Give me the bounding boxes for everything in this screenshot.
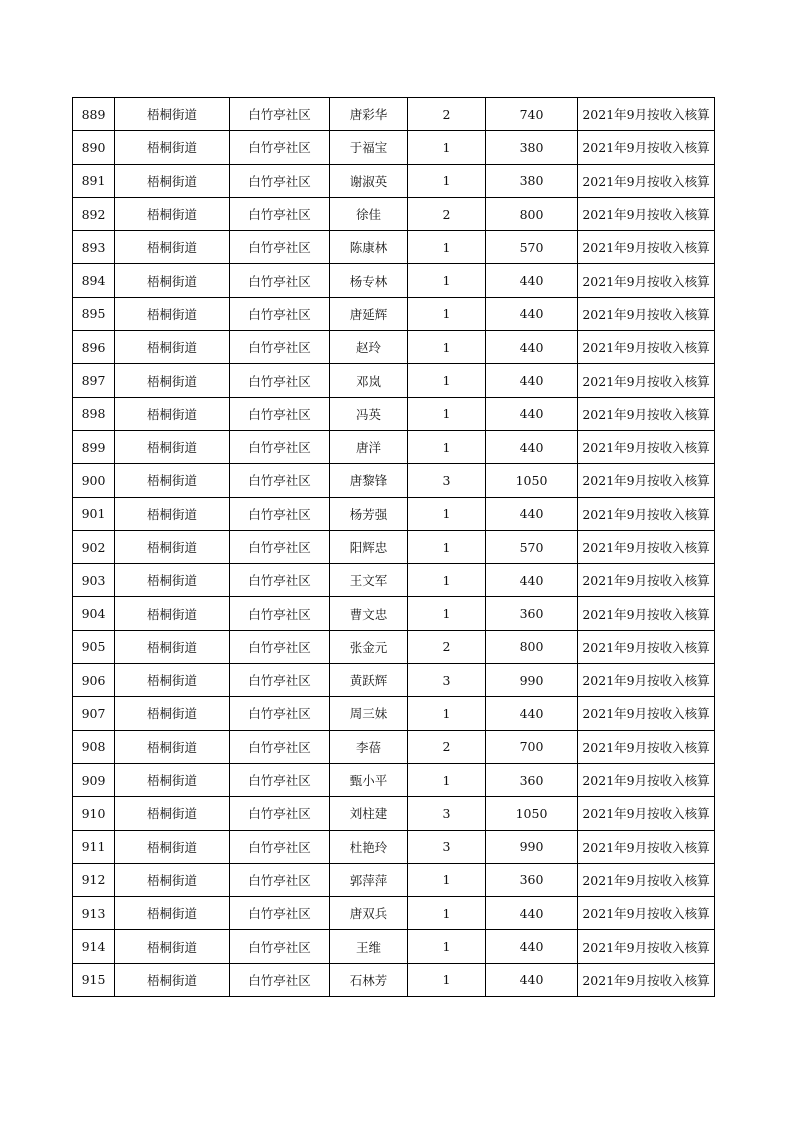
community-cell: 白竹亭社区 [230, 264, 330, 297]
table-row [73, 963, 715, 996]
row-number-cell: 903 [73, 564, 115, 597]
row-number-cell: 906 [73, 664, 115, 697]
household-size-cell: 1 [408, 597, 486, 630]
street-cell: 梧桐街道 [115, 297, 230, 330]
amount-cell: 440 [486, 364, 578, 397]
name-cell: 阳辉忠 [330, 530, 408, 563]
amount-cell: 700 [486, 730, 578, 763]
table-row [73, 830, 715, 863]
community-cell: 白竹亭社区 [230, 730, 330, 763]
note-cell: 2021年9月按收入核算 [578, 763, 715, 796]
community-cell: 白竹亭社区 [230, 131, 330, 164]
name-cell: 郭萍萍 [330, 863, 408, 896]
row-number-cell: 890 [73, 131, 115, 164]
street-cell: 梧桐街道 [115, 564, 230, 597]
amount-cell: 440 [486, 264, 578, 297]
street-cell: 梧桐街道 [115, 963, 230, 996]
note-cell: 2021年9月按收入核算 [578, 963, 715, 996]
note-cell: 2021年9月按收入核算 [578, 331, 715, 364]
community-cell: 白竹亭社区 [230, 364, 330, 397]
street-cell: 梧桐街道 [115, 264, 230, 297]
name-cell: 谢淑英 [330, 164, 408, 197]
table-row [73, 597, 715, 630]
row-number-cell: 904 [73, 597, 115, 630]
amount-cell: 800 [486, 630, 578, 663]
name-cell: 唐洋 [330, 430, 408, 463]
assistance-table [72, 97, 715, 997]
community-cell: 白竹亭社区 [230, 597, 330, 630]
street-cell: 梧桐街道 [115, 464, 230, 497]
amount-cell: 440 [486, 930, 578, 963]
community-cell: 白竹亭社区 [230, 897, 330, 930]
street-cell: 梧桐街道 [115, 630, 230, 663]
household-size-cell: 1 [408, 397, 486, 430]
name-cell: 杨芳强 [330, 497, 408, 530]
name-cell: 周三妹 [330, 697, 408, 730]
note-cell: 2021年9月按收入核算 [578, 264, 715, 297]
table-row [73, 131, 715, 164]
note-cell: 2021年9月按收入核算 [578, 98, 715, 131]
note-cell: 2021年9月按收入核算 [578, 397, 715, 430]
street-cell: 梧桐街道 [115, 98, 230, 131]
table-row [73, 231, 715, 264]
street-cell: 梧桐街道 [115, 863, 230, 896]
row-number-cell: 915 [73, 963, 115, 996]
community-cell: 白竹亭社区 [230, 297, 330, 330]
community-cell: 白竹亭社区 [230, 664, 330, 697]
row-number-cell: 898 [73, 397, 115, 430]
household-size-cell: 3 [408, 464, 486, 497]
amount-cell: 360 [486, 597, 578, 630]
amount-cell: 800 [486, 197, 578, 230]
household-size-cell: 1 [408, 497, 486, 530]
row-number-cell: 889 [73, 98, 115, 131]
amount-cell: 440 [486, 897, 578, 930]
table-row [73, 930, 715, 963]
note-cell: 2021年9月按收入核算 [578, 464, 715, 497]
street-cell: 梧桐街道 [115, 797, 230, 830]
household-size-cell: 3 [408, 830, 486, 863]
note-cell: 2021年9月按收入核算 [578, 664, 715, 697]
community-cell: 白竹亭社区 [230, 963, 330, 996]
table-row [73, 297, 715, 330]
street-cell: 梧桐街道 [115, 897, 230, 930]
note-cell: 2021年9月按收入核算 [578, 231, 715, 264]
amount-cell: 1050 [486, 464, 578, 497]
row-number-cell: 909 [73, 763, 115, 796]
household-size-cell: 2 [408, 630, 486, 663]
note-cell: 2021年9月按收入核算 [578, 730, 715, 763]
community-cell: 白竹亭社区 [230, 397, 330, 430]
street-cell: 梧桐街道 [115, 231, 230, 264]
amount-cell: 440 [486, 697, 578, 730]
table-row [73, 464, 715, 497]
community-cell: 白竹亭社区 [230, 497, 330, 530]
household-size-cell: 1 [408, 164, 486, 197]
row-number-cell: 893 [73, 231, 115, 264]
row-number-cell: 896 [73, 331, 115, 364]
row-number-cell: 894 [73, 264, 115, 297]
street-cell: 梧桐街道 [115, 664, 230, 697]
amount-cell: 380 [486, 164, 578, 197]
table-row [73, 331, 715, 364]
name-cell: 冯英 [330, 397, 408, 430]
amount-cell: 570 [486, 530, 578, 563]
table-row [73, 364, 715, 397]
note-cell: 2021年9月按收入核算 [578, 930, 715, 963]
community-cell: 白竹亭社区 [230, 797, 330, 830]
street-cell: 梧桐街道 [115, 397, 230, 430]
table-row [73, 897, 715, 930]
row-number-cell: 905 [73, 630, 115, 663]
row-number-cell: 899 [73, 430, 115, 463]
table-row [73, 397, 715, 430]
table-row [73, 630, 715, 663]
community-cell: 白竹亭社区 [230, 763, 330, 796]
row-number-cell: 910 [73, 797, 115, 830]
note-cell: 2021年9月按收入核算 [578, 797, 715, 830]
table-row [73, 497, 715, 530]
household-size-cell: 1 [408, 430, 486, 463]
amount-cell: 380 [486, 131, 578, 164]
note-cell: 2021年9月按收入核算 [578, 830, 715, 863]
household-size-cell: 1 [408, 297, 486, 330]
community-cell: 白竹亭社区 [230, 430, 330, 463]
row-number-cell: 908 [73, 730, 115, 763]
note-cell: 2021年9月按收入核算 [578, 430, 715, 463]
community-cell: 白竹亭社区 [230, 530, 330, 563]
name-cell: 石林芳 [330, 963, 408, 996]
household-size-cell: 1 [408, 264, 486, 297]
note-cell: 2021年9月按收入核算 [578, 564, 715, 597]
table-row [73, 530, 715, 563]
row-number-cell: 907 [73, 697, 115, 730]
amount-cell: 990 [486, 830, 578, 863]
name-cell: 杜艳玲 [330, 830, 408, 863]
amount-cell: 1050 [486, 797, 578, 830]
name-cell: 李蓓 [330, 730, 408, 763]
household-size-cell: 1 [408, 564, 486, 597]
row-number-cell: 912 [73, 863, 115, 896]
household-size-cell: 1 [408, 963, 486, 996]
amount-cell: 570 [486, 231, 578, 264]
note-cell: 2021年9月按收入核算 [578, 164, 715, 197]
table-row [73, 164, 715, 197]
name-cell: 刘柱建 [330, 797, 408, 830]
community-cell: 白竹亭社区 [230, 863, 330, 896]
name-cell: 徐佳 [330, 197, 408, 230]
community-cell: 白竹亭社区 [230, 164, 330, 197]
amount-cell: 440 [486, 963, 578, 996]
table-row [73, 98, 715, 131]
name-cell: 唐延辉 [330, 297, 408, 330]
row-number-cell: 892 [73, 197, 115, 230]
community-cell: 白竹亭社区 [230, 697, 330, 730]
household-size-cell: 1 [408, 863, 486, 896]
name-cell: 曹文忠 [330, 597, 408, 630]
amount-cell: 360 [486, 863, 578, 896]
row-number-cell: 913 [73, 897, 115, 930]
household-size-cell: 1 [408, 231, 486, 264]
note-cell: 2021年9月按收入核算 [578, 597, 715, 630]
amount-cell: 440 [486, 430, 578, 463]
household-size-cell: 2 [408, 730, 486, 763]
household-size-cell: 1 [408, 697, 486, 730]
note-cell: 2021年9月按收入核算 [578, 630, 715, 663]
table-row [73, 730, 715, 763]
table-row [73, 863, 715, 896]
name-cell: 邓岚 [330, 364, 408, 397]
amount-cell: 440 [486, 297, 578, 330]
street-cell: 梧桐街道 [115, 331, 230, 364]
note-cell: 2021年9月按收入核算 [578, 497, 715, 530]
amount-cell: 990 [486, 664, 578, 697]
name-cell: 王文军 [330, 564, 408, 597]
row-number-cell: 914 [73, 930, 115, 963]
amount-cell: 440 [486, 397, 578, 430]
household-size-cell: 1 [408, 131, 486, 164]
street-cell: 梧桐街道 [115, 131, 230, 164]
street-cell: 梧桐街道 [115, 164, 230, 197]
name-cell: 甄小平 [330, 763, 408, 796]
note-cell: 2021年9月按收入核算 [578, 863, 715, 896]
household-size-cell: 2 [408, 197, 486, 230]
note-cell: 2021年9月按收入核算 [578, 197, 715, 230]
row-number-cell: 895 [73, 297, 115, 330]
community-cell: 白竹亭社区 [230, 231, 330, 264]
row-number-cell: 900 [73, 464, 115, 497]
table-row [73, 264, 715, 297]
row-number-cell: 897 [73, 364, 115, 397]
amount-cell: 740 [486, 98, 578, 131]
household-size-cell: 2 [408, 98, 486, 131]
name-cell: 唐彩华 [330, 98, 408, 131]
note-cell: 2021年9月按收入核算 [578, 297, 715, 330]
name-cell: 杨专林 [330, 264, 408, 297]
amount-cell: 440 [486, 564, 578, 597]
street-cell: 梧桐街道 [115, 197, 230, 230]
community-cell: 白竹亭社区 [230, 331, 330, 364]
community-cell: 白竹亭社区 [230, 930, 330, 963]
table-row [73, 697, 715, 730]
street-cell: 梧桐街道 [115, 530, 230, 563]
street-cell: 梧桐街道 [115, 497, 230, 530]
note-cell: 2021年9月按收入核算 [578, 131, 715, 164]
table-row [73, 763, 715, 796]
street-cell: 梧桐街道 [115, 830, 230, 863]
note-cell: 2021年9月按收入核算 [578, 697, 715, 730]
name-cell: 唐双兵 [330, 897, 408, 930]
household-size-cell: 1 [408, 530, 486, 563]
amount-cell: 440 [486, 497, 578, 530]
name-cell: 赵玲 [330, 331, 408, 364]
household-size-cell: 1 [408, 763, 486, 796]
name-cell: 于福宝 [330, 131, 408, 164]
amount-cell: 440 [486, 331, 578, 364]
household-size-cell: 1 [408, 331, 486, 364]
row-number-cell: 891 [73, 164, 115, 197]
row-number-cell: 901 [73, 497, 115, 530]
street-cell: 梧桐街道 [115, 730, 230, 763]
street-cell: 梧桐街道 [115, 697, 230, 730]
street-cell: 梧桐街道 [115, 364, 230, 397]
table-body [73, 98, 715, 997]
table-row [73, 664, 715, 697]
table-row [73, 564, 715, 597]
community-cell: 白竹亭社区 [230, 630, 330, 663]
household-size-cell: 1 [408, 930, 486, 963]
table-row [73, 197, 715, 230]
street-cell: 梧桐街道 [115, 430, 230, 463]
community-cell: 白竹亭社区 [230, 98, 330, 131]
household-size-cell: 3 [408, 664, 486, 697]
note-cell: 2021年9月按收入核算 [578, 897, 715, 930]
community-cell: 白竹亭社区 [230, 197, 330, 230]
note-cell: 2021年9月按收入核算 [578, 364, 715, 397]
name-cell: 张金元 [330, 630, 408, 663]
community-cell: 白竹亭社区 [230, 464, 330, 497]
street-cell: 梧桐街道 [115, 597, 230, 630]
community-cell: 白竹亭社区 [230, 830, 330, 863]
table-row [73, 797, 715, 830]
household-size-cell: 3 [408, 797, 486, 830]
table-row [73, 430, 715, 463]
note-cell: 2021年9月按收入核算 [578, 530, 715, 563]
household-size-cell: 1 [408, 897, 486, 930]
community-cell: 白竹亭社区 [230, 564, 330, 597]
street-cell: 梧桐街道 [115, 930, 230, 963]
name-cell: 王维 [330, 930, 408, 963]
name-cell: 黄跃辉 [330, 664, 408, 697]
name-cell: 唐黎锋 [330, 464, 408, 497]
amount-cell: 360 [486, 763, 578, 796]
name-cell: 陈康林 [330, 231, 408, 264]
row-number-cell: 911 [73, 830, 115, 863]
row-number-cell: 902 [73, 530, 115, 563]
street-cell: 梧桐街道 [115, 763, 230, 796]
household-size-cell: 1 [408, 364, 486, 397]
